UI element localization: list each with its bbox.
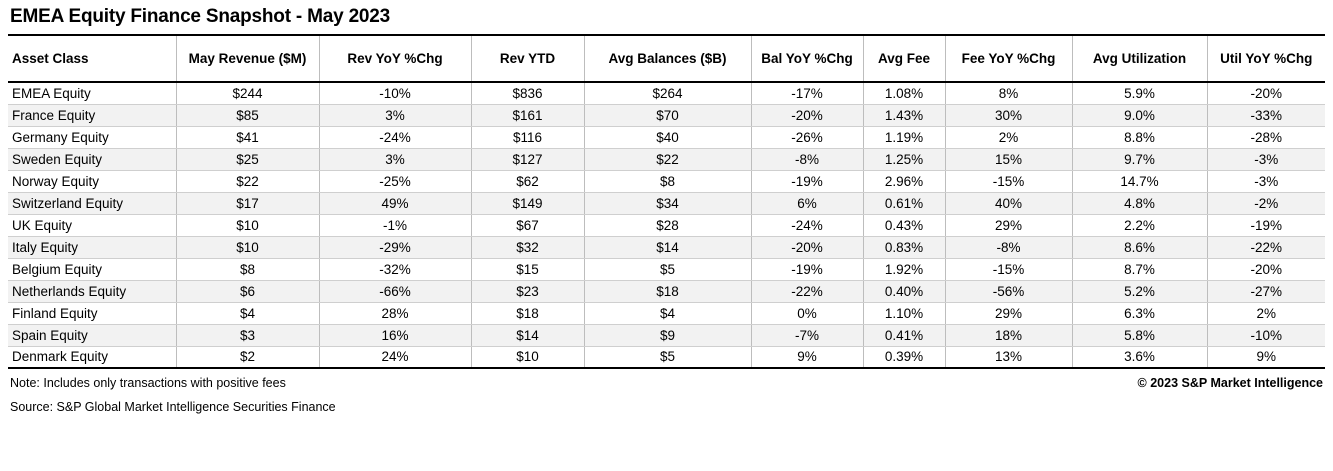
- cell-fee-yoy-chg: 40%: [945, 192, 1072, 214]
- cell-asset-class: Denmark Equity: [8, 346, 176, 368]
- cell-avg-balances: $8: [584, 170, 751, 192]
- cell-rev-yoy-chg: -24%: [319, 126, 471, 148]
- cell-rev-ytd: $14: [471, 324, 584, 346]
- cell-avg-utilization: 8.7%: [1072, 258, 1207, 280]
- cell-avg-balances: $4: [584, 302, 751, 324]
- cell-fee-yoy-chg: 13%: [945, 346, 1072, 368]
- cell-avg-utilization: 5.8%: [1072, 324, 1207, 346]
- cell-rev-yoy-chg: 28%: [319, 302, 471, 324]
- cell-asset-class: Netherlands Equity: [8, 280, 176, 302]
- cell-may-revenue: $10: [176, 236, 319, 258]
- column-header-bal-yoy-chg: Bal YoY %Chg: [751, 36, 863, 82]
- cell-util-yoy-chg: -19%: [1207, 214, 1325, 236]
- cell-may-revenue: $8: [176, 258, 319, 280]
- cell-asset-class: Sweden Equity: [8, 148, 176, 170]
- cell-rev-yoy-chg: 3%: [319, 104, 471, 126]
- column-header-asset-class: Asset Class: [8, 36, 176, 82]
- footer-copyright: © 2023 S&P Market Intelligence: [1137, 376, 1323, 390]
- cell-bal-yoy-chg: -22%: [751, 280, 863, 302]
- cell-avg-utilization: 8.8%: [1072, 126, 1207, 148]
- cell-avg-fee: 0.40%: [863, 280, 945, 302]
- cell-asset-class: France Equity: [8, 104, 176, 126]
- cell-rev-yoy-chg: -32%: [319, 258, 471, 280]
- cell-may-revenue: $244: [176, 82, 319, 104]
- cell-bal-yoy-chg: -19%: [751, 170, 863, 192]
- cell-avg-utilization: 5.9%: [1072, 82, 1207, 104]
- cell-rev-yoy-chg: -10%: [319, 82, 471, 104]
- cell-util-yoy-chg: -22%: [1207, 236, 1325, 258]
- cell-avg-fee: 0.43%: [863, 214, 945, 236]
- column-header-avg-fee: Avg Fee: [863, 36, 945, 82]
- cell-fee-yoy-chg: 29%: [945, 302, 1072, 324]
- cell-rev-yoy-chg: -25%: [319, 170, 471, 192]
- cell-rev-yoy-chg: -66%: [319, 280, 471, 302]
- column-header-fee-yoy-chg: Fee YoY %Chg: [945, 36, 1072, 82]
- cell-asset-class: Italy Equity: [8, 236, 176, 258]
- cell-avg-utilization: 9.0%: [1072, 104, 1207, 126]
- table-row: [8, 126, 1325, 148]
- cell-util-yoy-chg: 2%: [1207, 302, 1325, 324]
- footer-note: Note: Includes only transactions with positive fees: [10, 376, 286, 390]
- footer-source: Source: S&P Global Market Intelligence Securities Finance: [10, 400, 336, 414]
- cell-avg-balances: $14: [584, 236, 751, 258]
- cell-asset-class: UK Equity: [8, 214, 176, 236]
- cell-rev-ytd: $10: [471, 346, 584, 368]
- cell-rev-ytd: $836: [471, 82, 584, 104]
- cell-rev-yoy-chg: -1%: [319, 214, 471, 236]
- cell-util-yoy-chg: -20%: [1207, 258, 1325, 280]
- cell-rev-ytd: $161: [471, 104, 584, 126]
- cell-may-revenue: $22: [176, 170, 319, 192]
- cell-bal-yoy-chg: -24%: [751, 214, 863, 236]
- cell-rev-yoy-chg: 16%: [319, 324, 471, 346]
- cell-bal-yoy-chg: 6%: [751, 192, 863, 214]
- cell-bal-yoy-chg: 9%: [751, 346, 863, 368]
- cell-bal-yoy-chg: -20%: [751, 236, 863, 258]
- cell-util-yoy-chg: -10%: [1207, 324, 1325, 346]
- cell-avg-balances: $22: [584, 148, 751, 170]
- cell-util-yoy-chg: -33%: [1207, 104, 1325, 126]
- cell-asset-class: EMEA Equity: [8, 82, 176, 104]
- cell-rev-yoy-chg: 49%: [319, 192, 471, 214]
- cell-avg-balances: $9: [584, 324, 751, 346]
- cell-avg-utilization: 2.2%: [1072, 214, 1207, 236]
- table-row: [8, 258, 1325, 280]
- cell-avg-balances: $70: [584, 104, 751, 126]
- cell-avg-balances: $28: [584, 214, 751, 236]
- cell-avg-fee: 1.25%: [863, 148, 945, 170]
- column-header-util-yoy-chg: Util YoY %Chg: [1207, 36, 1325, 82]
- cell-avg-fee: 2.96%: [863, 170, 945, 192]
- cell-avg-balances: $34: [584, 192, 751, 214]
- cell-fee-yoy-chg: 15%: [945, 148, 1072, 170]
- table-row: [8, 236, 1325, 258]
- table-row: [8, 280, 1325, 302]
- table-row: [8, 346, 1325, 368]
- cell-avg-utilization: 8.6%: [1072, 236, 1207, 258]
- cell-avg-utilization: 14.7%: [1072, 170, 1207, 192]
- column-header-avg-balances: Avg Balances ($B): [584, 36, 751, 82]
- cell-avg-fee: 0.39%: [863, 346, 945, 368]
- cell-avg-balances: $40: [584, 126, 751, 148]
- cell-avg-fee: 1.43%: [863, 104, 945, 126]
- cell-util-yoy-chg: -27%: [1207, 280, 1325, 302]
- cell-fee-yoy-chg: 2%: [945, 126, 1072, 148]
- cell-bal-yoy-chg: 0%: [751, 302, 863, 324]
- cell-avg-utilization: 5.2%: [1072, 280, 1207, 302]
- cell-may-revenue: $4: [176, 302, 319, 324]
- column-header-may-revenue: May Revenue ($M): [176, 36, 319, 82]
- cell-may-revenue: $10: [176, 214, 319, 236]
- column-header-avg-utilization: Avg Utilization: [1072, 36, 1207, 82]
- cell-rev-yoy-chg: -29%: [319, 236, 471, 258]
- cell-asset-class: Spain Equity: [8, 324, 176, 346]
- table-row: [8, 148, 1325, 170]
- cell-fee-yoy-chg: -8%: [945, 236, 1072, 258]
- cell-fee-yoy-chg: -15%: [945, 258, 1072, 280]
- cell-fee-yoy-chg: -56%: [945, 280, 1072, 302]
- cell-avg-balances: $5: [584, 346, 751, 368]
- cell-rev-ytd: $18: [471, 302, 584, 324]
- cell-util-yoy-chg: -20%: [1207, 82, 1325, 104]
- cell-rev-ytd: $23: [471, 280, 584, 302]
- cell-util-yoy-chg: -3%: [1207, 170, 1325, 192]
- cell-fee-yoy-chg: -15%: [945, 170, 1072, 192]
- cell-bal-yoy-chg: -20%: [751, 104, 863, 126]
- cell-rev-ytd: $15: [471, 258, 584, 280]
- cell-rev-ytd: $127: [471, 148, 584, 170]
- cell-bal-yoy-chg: -8%: [751, 148, 863, 170]
- cell-avg-utilization: 4.8%: [1072, 192, 1207, 214]
- column-header-rev-ytd: Rev YTD: [471, 36, 584, 82]
- cell-avg-balances: $5: [584, 258, 751, 280]
- column-header-rev-yoy-chg: Rev YoY %Chg: [319, 36, 471, 82]
- table-row: [8, 214, 1325, 236]
- cell-avg-fee: 0.61%: [863, 192, 945, 214]
- table-row: [8, 170, 1325, 192]
- cell-fee-yoy-chg: 18%: [945, 324, 1072, 346]
- cell-fee-yoy-chg: 30%: [945, 104, 1072, 126]
- cell-asset-class: Finland Equity: [8, 302, 176, 324]
- table-row: [8, 82, 1325, 104]
- table-header-row: [8, 36, 1325, 82]
- table-row: [8, 302, 1325, 324]
- table-row: [8, 192, 1325, 214]
- cell-avg-fee: 1.19%: [863, 126, 945, 148]
- cell-fee-yoy-chg: 8%: [945, 82, 1072, 104]
- cell-rev-yoy-chg: 3%: [319, 148, 471, 170]
- page-title: EMEA Equity Finance Snapshot - May 2023: [10, 6, 391, 27]
- table-row: [8, 324, 1325, 346]
- cell-may-revenue: $3: [176, 324, 319, 346]
- cell-asset-class: Switzerland Equity: [8, 192, 176, 214]
- cell-util-yoy-chg: 9%: [1207, 346, 1325, 368]
- cell-rev-ytd: $116: [471, 126, 584, 148]
- cell-avg-fee: 0.83%: [863, 236, 945, 258]
- cell-avg-fee: 1.08%: [863, 82, 945, 104]
- cell-rev-ytd: $149: [471, 192, 584, 214]
- cell-rev-ytd: $32: [471, 236, 584, 258]
- cell-bal-yoy-chg: -17%: [751, 82, 863, 104]
- cell-may-revenue: $85: [176, 104, 319, 126]
- cell-fee-yoy-chg: 29%: [945, 214, 1072, 236]
- cell-util-yoy-chg: -3%: [1207, 148, 1325, 170]
- cell-util-yoy-chg: -2%: [1207, 192, 1325, 214]
- cell-may-revenue: $2: [176, 346, 319, 368]
- cell-avg-fee: 1.10%: [863, 302, 945, 324]
- cell-may-revenue: $25: [176, 148, 319, 170]
- cell-bal-yoy-chg: -26%: [751, 126, 863, 148]
- equity-finance-table: [8, 36, 1325, 369]
- cell-util-yoy-chg: -28%: [1207, 126, 1325, 148]
- cell-may-revenue: $17: [176, 192, 319, 214]
- cell-avg-balances: $18: [584, 280, 751, 302]
- footer: [8, 374, 1325, 416]
- cell-may-revenue: $6: [176, 280, 319, 302]
- cell-may-revenue: $41: [176, 126, 319, 148]
- cell-avg-utilization: 3.6%: [1072, 346, 1207, 368]
- cell-asset-class: Belgium Equity: [8, 258, 176, 280]
- cell-rev-ytd: $62: [471, 170, 584, 192]
- cell-asset-class: Germany Equity: [8, 126, 176, 148]
- table-row: [8, 104, 1325, 126]
- cell-rev-ytd: $67: [471, 214, 584, 236]
- cell-avg-utilization: 9.7%: [1072, 148, 1207, 170]
- cell-avg-utilization: 6.3%: [1072, 302, 1207, 324]
- cell-rev-yoy-chg: 24%: [319, 346, 471, 368]
- cell-asset-class: Norway Equity: [8, 170, 176, 192]
- cell-avg-fee: 1.92%: [863, 258, 945, 280]
- cell-bal-yoy-chg: -7%: [751, 324, 863, 346]
- cell-bal-yoy-chg: -19%: [751, 258, 863, 280]
- cell-avg-fee: 0.41%: [863, 324, 945, 346]
- cell-avg-balances: $264: [584, 82, 751, 104]
